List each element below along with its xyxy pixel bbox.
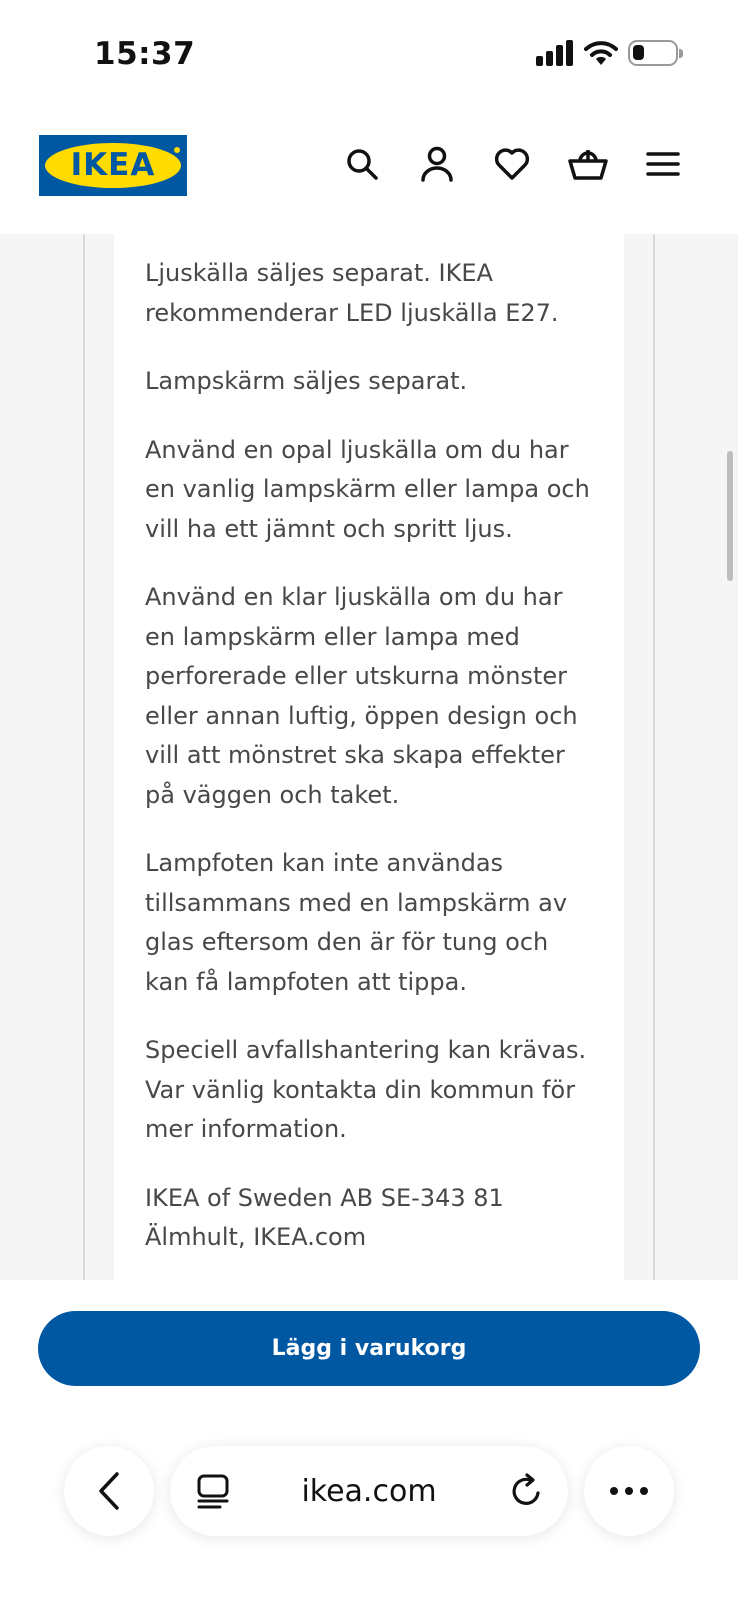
menu-icon	[646, 150, 680, 178]
menu-button[interactable]	[641, 142, 685, 186]
cart-button[interactable]	[566, 142, 610, 186]
info-paragraph: Lampskärm säljes separat.	[145, 367, 468, 395]
signal-icon	[536, 40, 574, 66]
account-icon	[420, 146, 454, 182]
browser-more-button[interactable]	[584, 1446, 674, 1536]
info-paragraph: Använd en opal ljuskälla om du har en vanlig lampskärm eller lampa och vill ha ett jämnt och spritt ljus.	[145, 435, 590, 543]
product-info-text	[145, 254, 595, 1280]
search-button[interactable]	[340, 142, 384, 186]
product-details-content[interactable]	[0, 234, 738, 1280]
more-icon	[609, 1486, 649, 1496]
reload-icon	[510, 1473, 544, 1509]
chevron-left-icon	[96, 1471, 122, 1511]
ikea-logo[interactable]	[39, 135, 187, 196]
bottom-area	[0, 1280, 738, 1600]
search-icon	[345, 147, 379, 181]
info-paragraph: Speciell avfallshantering kan krävas. Var vänlig kontakta din kommun för mer information.	[145, 1036, 587, 1143]
url-text: ikea.com	[301, 1473, 437, 1509]
reload-button[interactable]	[510, 1473, 544, 1513]
content-margin-left	[38, 234, 83, 1280]
registered-mark	[173, 146, 181, 154]
status-icons	[536, 38, 678, 68]
tabs-button[interactable]	[196, 1473, 230, 1513]
site-header	[0, 110, 738, 234]
wifi-icon	[584, 40, 618, 66]
info-paragraph: Använd en klar ljuskälla om du har en lampskärm eller lampa med perforerade eller utskurna mönster eller annan luftig, öppen design och vill att mönstret ska skapa effekter på väggen och taket.	[145, 583, 578, 809]
logo-text: IKEA	[70, 147, 156, 183]
cart-icon	[568, 146, 608, 182]
content-margin-right	[655, 234, 701, 1280]
info-paragraph: Ljuskälla säljes separat. IKEA rekommenderar LED ljuskälla E27.	[145, 259, 559, 327]
battery-level	[633, 45, 644, 60]
logo-oval	[45, 143, 181, 188]
info-paragraph: IKEA of Sweden AB SE-343 81 Älmhult, IKEA.com	[145, 1183, 504, 1251]
add-to-cart-button[interactable]: Lägg i varukorg	[38, 1311, 700, 1386]
battery-icon	[628, 40, 678, 66]
account-button[interactable]	[415, 142, 459, 186]
scrollbar[interactable]	[727, 451, 733, 581]
status-bar	[0, 0, 738, 110]
heart-icon	[494, 147, 530, 181]
tab-overview-icon	[196, 1473, 230, 1509]
info-paragraph: Lampfoten kan inte användas tillsammans med en lampskärm av glas eftersom den är för tung och kan få lampfoten att tippa.	[145, 849, 568, 996]
browser-back-button[interactable]	[64, 1446, 154, 1536]
status-time: 15:37	[94, 36, 196, 72]
browser-address-bar[interactable]	[170, 1446, 568, 1536]
favorites-button[interactable]	[490, 142, 534, 186]
